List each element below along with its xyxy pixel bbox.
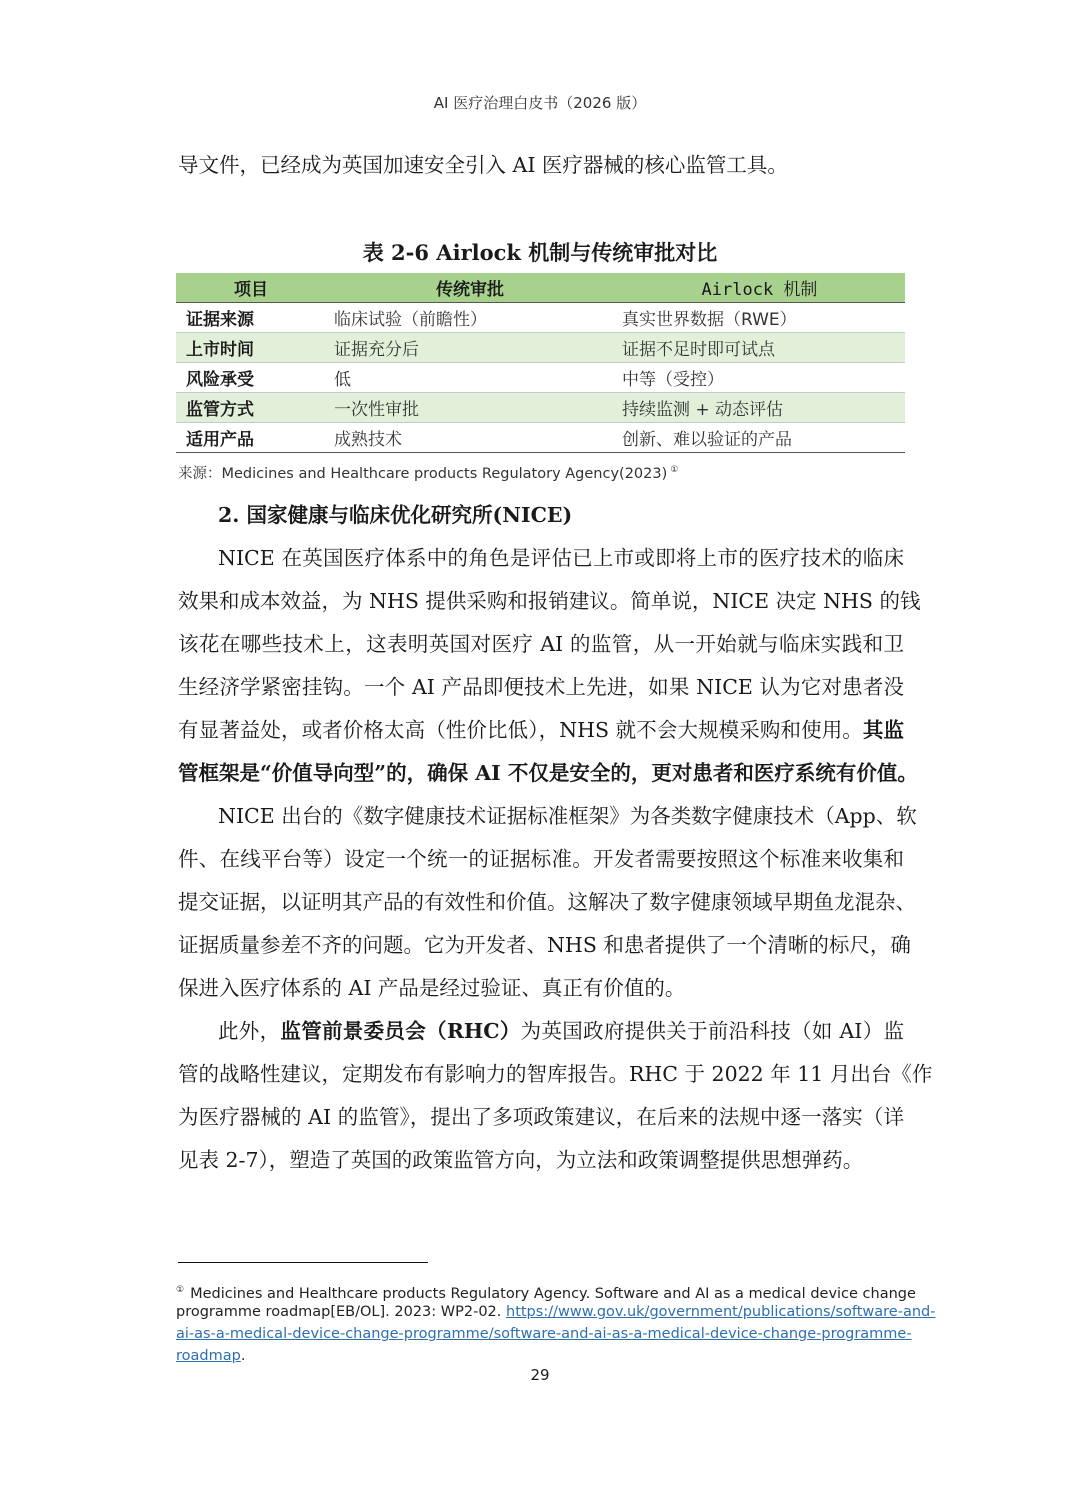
table-row [176,423,905,453]
row-label: 证据来源 [176,303,326,333]
table-row [176,303,905,333]
paragraph-text: 有显著益处，或者价格太高（性价比低），NHS 就不会大规模采购和使用。 [178,718,863,742]
col-header-traditional: 传统审批 [326,273,614,303]
table-source-text: 来源：Medicines and Healthcare products Regulatory Agency(2023) [178,466,668,482]
footnote-text: . [240,1348,246,1364]
col-header-item: 项目 [176,273,326,303]
footnote-link[interactable]: https://www.gov.uk/government/publications/software-and- [506,1304,936,1320]
table-cell: 证据不足时即可试点 [614,333,905,363]
emphasis-text: 其监 [862,718,905,742]
paragraph-line: 证据质量参差不齐的问题。它为开发者、NHS 和患者提供了一个清晰的标尺，确 [178,933,911,957]
emphasis-line: 管框架是“价值导向型”的，确保 AI 不仅是安全的，更对患者和医疗系统有价值。 [178,761,918,785]
paragraph-line: NICE 在英国医疗体系中的角色是评估已上市或即将上市的医疗技术的临床 [218,546,904,570]
paragraph-line: NICE 出台的《数字健康技术证据标准框架》为各类数字健康技术（App、软 [218,804,917,828]
row-label: 监管方式 [176,393,326,423]
page-number: 29 [530,1366,550,1384]
row-label: 风险承受 [176,363,326,393]
emphasis-text: 监管前景委员会（RHC） [280,1019,521,1043]
table-row [176,333,905,363]
footnote-line [176,1301,936,1323]
footnote-link[interactable]: ai-as-a-medical-device-change-programme/software-and-ai-as-a-medical-device-change-programme- [176,1326,912,1342]
row-label: 上市时间 [176,333,326,363]
section-heading: 2. 国家健康与临床优化研究所(NICE) [218,503,573,527]
footnote-line [176,1323,912,1345]
table-cell: 临床试验（前瞻性） [326,303,614,333]
table-cell: 低 [326,363,614,393]
table-cell: 成熟技术 [326,423,614,453]
comparison-table [176,273,905,453]
table-row [176,393,905,423]
table-cell: 证据充分后 [326,333,614,363]
table-caption: 表 2-6 Airlock 机制与传统审批对比 [362,240,718,265]
footnote-mark: ① [176,1285,185,1295]
table-row [176,363,905,393]
paragraph-line: 为医疗器械的 AI 的监管》，提出了多项政策建议，在后来的法规中逐一落实（详 [178,1105,904,1129]
footnote-link[interactable]: roadmap [176,1348,241,1364]
paragraph-text: 为英国政府提供关于前沿科技（如 AI）监 [520,1019,904,1043]
paragraph-line: 生经济学紧密挂钩。一个 AI 产品即便技术上先进，如果 NICE 认为它对患者没 [178,675,904,699]
paragraph-line [178,715,904,745]
table-cell: 中等（受控） [614,363,905,393]
paragraph-line: 管的战略性建议，定期发布有影响力的智库报告。RHC 于 2022 年 11 月出台《作 [178,1062,933,1086]
table-cell: 一次性审批 [326,393,614,423]
table-cell: 持续监测 + 动态评估 [614,393,905,423]
footnote-divider [178,1262,428,1263]
paragraph-line: 提交证据，以证明其产品的有效性和价值。这解决了数字健康领域早期鱼龙混杂、 [178,890,916,914]
running-header: AI 医疗治理白皮书（2026 版） [433,94,647,112]
footnote-line [176,1345,906,1367]
footnote-text: programme roadmap[EB/OL]. 2023: WP2-02. [176,1304,506,1320]
paragraph-text: 此外， [218,1019,281,1043]
paragraph-line: 该花在哪些技术上，这表明英国对医疗 AI 的监管，从一开始就与临床实践和卫 [178,632,904,656]
paragraph-line: 效果和成本效益，为 NHS 提供采购和报销建议。简单说，NICE 决定 NHS 的钱 [178,589,921,613]
footnote-text: Medicines and Healthcare products Regulatory Agency. Software and AI as a medical device change [190,1286,916,1302]
row-label: 适用产品 [176,423,326,453]
paragraph-line: 见表 2-7），塑造了英国的政策监管方向，为立法和政策调整提供思想弹药。 [178,1148,864,1172]
paragraph-line: 件、在线平台等）设定一个统一的证据标准。开发者需要按照这个标准来收集和 [178,847,904,871]
col-header-airlock: Airlock 机制 [614,273,905,303]
table-header-row [176,273,905,303]
paragraph-line: 保进入医疗体系的 AI 产品是经过验证、真正有价值的。 [178,976,686,1000]
table-cell: 真实世界数据（RWE） [614,303,905,333]
paragraph-line [218,1016,904,1046]
table-source [178,462,678,483]
table-cell: 创新、难以验证的产品 [614,423,905,453]
footnote-ref[interactable]: ① [670,465,679,475]
intro-line: 导文件，已经成为英国加速安全引入 AI 医疗器械的核心监管工具。 [178,153,788,177]
